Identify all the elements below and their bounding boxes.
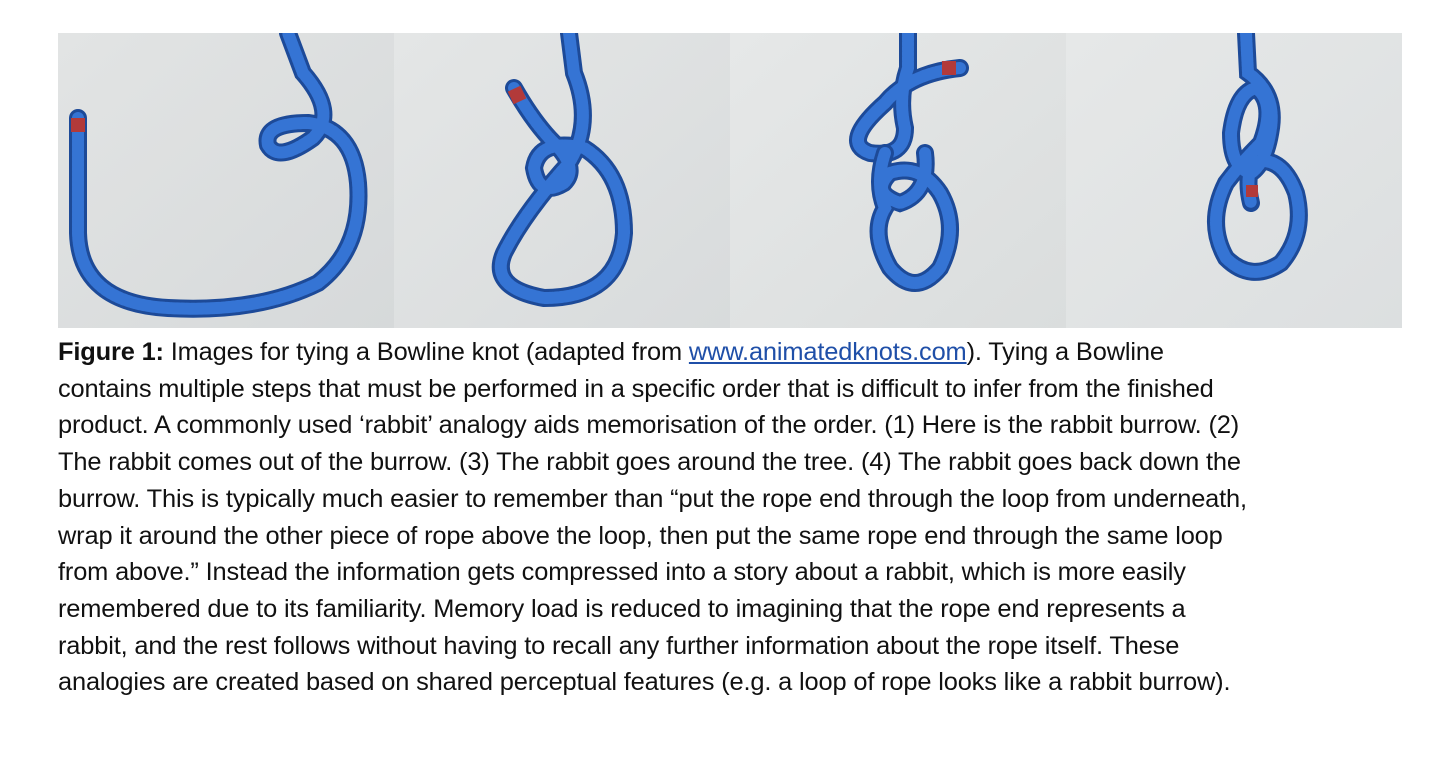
step-3-image [730, 33, 1066, 328]
animatedknots-link[interactable]: www.animatedknots.com [688, 338, 967, 366]
caption-line-8: remembered due to its familiarity. Memory load is reduced to imagining that the rope end represents a [58, 594, 1186, 623]
caption-line-4: The rabbit comes out of the burrow. (3) The rabbit goes around the tree. (4) The rabbit goes back down the [58, 448, 1241, 477]
caption-line-3: product. A commonly used ‘rabbit’ analogy aids memorisation of the order. (1) Here is the rabbit burrow. (2) [58, 411, 1240, 440]
caption-line-1 [58, 334, 1388, 371]
step-4-image [1066, 33, 1402, 328]
rope-finished-bowline-image [1066, 33, 1402, 328]
caption-line-6: wrap it around the other piece of rope above the loop, then put the same rope end through the same loop [58, 521, 1223, 550]
caption-line-7: from above.” Instead the information gets compressed into a story about a rabbit, which is more easily [58, 558, 1186, 587]
rope-around-tree-image [730, 33, 1066, 328]
caption-line-9: rabbit, and the rest follows without having to recall any further information about the rope itself. These [58, 631, 1180, 660]
caption-line-5: burrow. This is typically much easier to remember than “put the rope end through the loop from underneath, [58, 484, 1247, 513]
step-2-image [394, 33, 730, 328]
rope-loop-through-image [394, 33, 730, 328]
bowline-figure [58, 33, 1402, 328]
rope-u-shape-image [58, 33, 394, 328]
caption-line-10: analogies are created based on shared perceptual features (e.g. a loop of rope looks like a rabbit burrow). [58, 668, 1231, 697]
figure-label: Figure 1: [58, 338, 164, 366]
caption-text: Images for tying a Bowline knot (adapted from [163, 338, 689, 366]
caption-text: ). Tying a Bowline [966, 338, 1164, 366]
caption-line-2: contains multiple steps that must be performed in a specific order that is difficult to infer from the finished [58, 374, 1214, 403]
figure-caption [58, 334, 1388, 701]
step-1-image [58, 33, 394, 328]
